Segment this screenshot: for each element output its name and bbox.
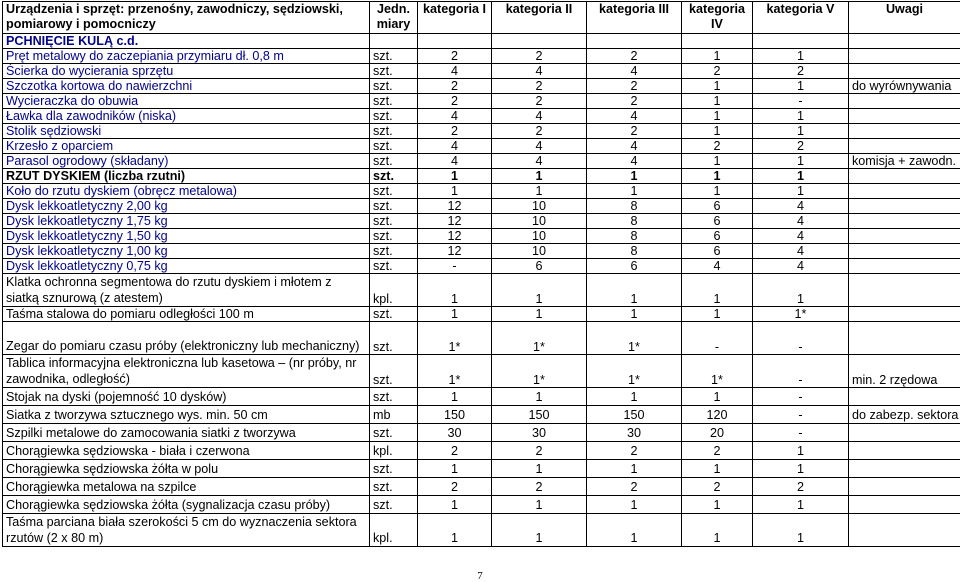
table-row <box>3 355 960 388</box>
unit-cell: szt. <box>370 460 418 478</box>
category-4-value-cell: 1 <box>682 154 753 169</box>
category-3-value-cell: 30 <box>587 424 682 442</box>
category-5-value-cell: 1 <box>753 154 849 169</box>
unit-cell: szt. <box>370 214 418 229</box>
unit-cell: szt. <box>370 184 418 199</box>
category-4-value-cell: 6 <box>682 244 753 259</box>
item-name-cell: Taśma parciana biała szerokości 5 cm do wyznaczenia sektora rzutów (2 x 80 m) <box>3 514 370 547</box>
category-1-value-cell <box>418 34 492 49</box>
category-5-value-cell: 2 <box>753 64 849 79</box>
table-row <box>3 229 960 244</box>
item-name-cell: RZUT DYSKIEM (liczba rzutni) <box>3 169 370 184</box>
header-category-2: kategoria II <box>492 2 587 34</box>
table-row <box>3 460 960 478</box>
unit-cell: kpl. <box>370 274 418 307</box>
category-4-value-cell <box>682 34 753 49</box>
category-1-value-cell: 1 <box>418 388 492 406</box>
unit-cell: szt. <box>370 478 418 496</box>
category-3-value-cell: 2 <box>587 79 682 94</box>
category-4-value-cell: 6 <box>682 199 753 214</box>
category-3-value-cell: 1 <box>587 388 682 406</box>
category-3-value-cell: 4 <box>587 154 682 169</box>
notes-cell <box>849 496 960 514</box>
category-2-value-cell: 1 <box>492 496 587 514</box>
unit-cell: szt. <box>370 388 418 406</box>
category-1-value-cell: 1* <box>418 355 492 388</box>
category-2-value-cell: 10 <box>492 244 587 259</box>
notes-cell <box>849 514 960 547</box>
table-row <box>3 307 960 322</box>
category-1-value-cell: 1 <box>418 307 492 322</box>
category-2-value-cell: 1 <box>492 388 587 406</box>
table-row <box>3 442 960 460</box>
category-5-value-cell: - <box>753 424 849 442</box>
category-2-value-cell: 4 <box>492 139 587 154</box>
header-category-3: kategoria III <box>587 2 682 34</box>
table-row <box>3 109 960 124</box>
item-name-cell: Stojak na dyski (pojemność 10 dysków) <box>3 388 370 406</box>
table-row <box>3 124 960 139</box>
category-2-value-cell: 2 <box>492 49 587 64</box>
category-1-value-cell: 1 <box>418 274 492 307</box>
item-name-cell: Szczotka kortowa do nawierzchni <box>3 79 370 94</box>
category-5-value-cell: - <box>753 406 849 424</box>
category-1-value-cell: 1 <box>418 184 492 199</box>
item-name-cell: Klatka ochronna segmentowa do rzutu dyskiem i młotem z siatką sznurową (z atestem) <box>3 274 370 307</box>
category-4-value-cell: 1 <box>682 307 753 322</box>
category-3-value-cell <box>587 34 682 49</box>
category-1-value-cell: 150 <box>418 406 492 424</box>
item-name-cell: Parasol ogrodowy (składany) <box>3 154 370 169</box>
item-name-cell: Pręt metalowy do zaczepiania przymiaru dł. 0,8 m <box>3 49 370 64</box>
unit-cell: szt. <box>370 109 418 124</box>
category-1-value-cell: 1 <box>418 169 492 184</box>
category-2-value-cell: 2 <box>492 79 587 94</box>
category-1-value-cell: 2 <box>418 478 492 496</box>
unit-cell <box>370 34 418 49</box>
category-5-value-cell: - <box>753 322 849 355</box>
category-5-value-cell: - <box>753 388 849 406</box>
category-4-value-cell: 1 <box>682 49 753 64</box>
category-4-value-cell: 1 <box>682 124 753 139</box>
table-row <box>3 214 960 229</box>
header-category-4: kategoria IV <box>682 2 753 34</box>
table-row <box>3 184 960 199</box>
table-row <box>3 199 960 214</box>
item-name-cell: Dysk lekkoatletyczny 1,00 kg <box>3 244 370 259</box>
unit-cell: szt. <box>370 154 418 169</box>
item-name-cell: Krzesło z oparciem <box>3 139 370 154</box>
category-5-value-cell: 2 <box>753 139 849 154</box>
category-3-value-cell: 8 <box>587 229 682 244</box>
category-5-value-cell: 1 <box>753 169 849 184</box>
unit-cell: szt. <box>370 79 418 94</box>
table-row <box>3 154 960 169</box>
category-4-value-cell: 1 <box>682 514 753 547</box>
category-5-value-cell: 1 <box>753 79 849 94</box>
category-1-value-cell: 4 <box>418 139 492 154</box>
item-name-cell: Dysk lekkoatletyczny 1,50 kg <box>3 229 370 244</box>
category-4-value-cell: 1* <box>682 355 753 388</box>
equipment-table <box>2 1 960 547</box>
item-name-cell: Chorągiewka sędziowska - biała i czerwona <box>3 442 370 460</box>
category-4-value-cell: - <box>682 322 753 355</box>
table-row <box>3 388 960 406</box>
notes-cell: do wyrównywania <box>849 79 960 94</box>
category-3-value-cell: 150 <box>587 406 682 424</box>
table-row <box>3 514 960 547</box>
unit-cell: szt. <box>370 244 418 259</box>
unit-cell: kpl. <box>370 442 418 460</box>
notes-cell <box>849 274 960 307</box>
category-2-value-cell: 10 <box>492 214 587 229</box>
unit-cell: szt. <box>370 355 418 388</box>
category-4-value-cell: 1 <box>682 94 753 109</box>
category-4-value-cell: 1 <box>682 109 753 124</box>
category-5-value-cell: 1 <box>753 274 849 307</box>
category-3-value-cell: 2 <box>587 94 682 109</box>
category-1-value-cell: 12 <box>418 214 492 229</box>
unit-cell: szt. <box>370 496 418 514</box>
category-2-value-cell: 4 <box>492 109 587 124</box>
category-5-value-cell: 1 <box>753 442 849 460</box>
notes-cell <box>849 307 960 322</box>
category-5-value-cell: 2 <box>753 478 849 496</box>
category-5-value-cell: 1* <box>753 307 849 322</box>
category-2-value-cell: 1* <box>492 355 587 388</box>
notes-cell <box>849 49 960 64</box>
category-2-value-cell: 150 <box>492 406 587 424</box>
category-4-value-cell: 1 <box>682 496 753 514</box>
category-1-value-cell: 4 <box>418 64 492 79</box>
unit-cell: szt. <box>370 124 418 139</box>
item-name-cell: Koło do rzutu dyskiem (obręcz metalowa) <box>3 184 370 199</box>
category-4-value-cell: 2 <box>682 64 753 79</box>
category-3-value-cell: 8 <box>587 199 682 214</box>
category-2-value-cell: 30 <box>492 424 587 442</box>
table-row <box>3 169 960 184</box>
notes-cell <box>849 34 960 49</box>
category-3-value-cell: 1 <box>587 307 682 322</box>
table-row <box>3 139 960 154</box>
notes-cell: min. 2 rzędowa <box>849 355 960 388</box>
item-name-cell: Stolik sędziowski <box>3 124 370 139</box>
category-2-value-cell: 1* <box>492 322 587 355</box>
category-5-value-cell: 1 <box>753 184 849 199</box>
item-name-cell: Chorągiewka sędziowska żółta w polu <box>3 460 370 478</box>
notes-cell <box>849 199 960 214</box>
category-2-value-cell: 1 <box>492 274 587 307</box>
table-row <box>3 79 960 94</box>
category-1-value-cell: 4 <box>418 154 492 169</box>
category-5-value-cell: 1 <box>753 496 849 514</box>
category-3-value-cell: 4 <box>587 64 682 79</box>
table-row <box>3 322 960 355</box>
category-4-value-cell: 1 <box>682 184 753 199</box>
unit-cell: szt. <box>370 259 418 274</box>
notes-cell <box>849 322 960 355</box>
unit-cell: szt. <box>370 139 418 154</box>
category-2-value-cell: 2 <box>492 94 587 109</box>
category-2-value-cell: 10 <box>492 199 587 214</box>
category-1-value-cell: 2 <box>418 49 492 64</box>
category-1-value-cell: 1 <box>418 496 492 514</box>
notes-cell <box>849 184 960 199</box>
unit-cell: szt. <box>370 322 418 355</box>
notes-cell <box>849 460 960 478</box>
category-1-value-cell: 4 <box>418 109 492 124</box>
notes-cell <box>849 229 960 244</box>
category-3-value-cell: 1 <box>587 169 682 184</box>
category-3-value-cell: 1 <box>587 184 682 199</box>
item-name-cell: Wycieraczka do obuwia <box>3 94 370 109</box>
category-3-value-cell: 2 <box>587 478 682 496</box>
category-4-value-cell: 1 <box>682 79 753 94</box>
category-2-value-cell: 2 <box>492 478 587 496</box>
category-1-value-cell: 2 <box>418 442 492 460</box>
category-1-value-cell: 1 <box>418 514 492 547</box>
category-3-value-cell: 4 <box>587 109 682 124</box>
category-5-value-cell: 4 <box>753 259 849 274</box>
table-row <box>3 244 960 259</box>
notes-cell: komisja + zawodn. <box>849 154 960 169</box>
table-row <box>3 496 960 514</box>
category-5-value-cell: 1 <box>753 49 849 64</box>
unit-cell: szt. <box>370 424 418 442</box>
category-2-value-cell: 4 <box>492 154 587 169</box>
category-5-value-cell: 1 <box>753 460 849 478</box>
category-1-value-cell: - <box>418 259 492 274</box>
category-1-value-cell: 2 <box>418 124 492 139</box>
category-3-value-cell: 1 <box>587 460 682 478</box>
header-category-1: kategoria I <box>418 2 492 34</box>
unit-cell: mb <box>370 406 418 424</box>
notes-cell <box>849 64 960 79</box>
category-1-value-cell: 12 <box>418 199 492 214</box>
notes-cell <box>849 109 960 124</box>
table-row <box>3 64 960 79</box>
unit-cell: szt. <box>370 64 418 79</box>
item-name-cell: Ławka dla zawodników (niska) <box>3 109 370 124</box>
category-4-value-cell: 2 <box>682 442 753 460</box>
notes-cell <box>849 214 960 229</box>
item-name-cell: Tablica informacyjna elektroniczna lub kasetowa – (nr próby, nr zawodnika, odległość) <box>3 355 370 388</box>
category-5-value-cell: 4 <box>753 229 849 244</box>
category-4-value-cell: 6 <box>682 214 753 229</box>
item-name-cell: PCHNIĘCIE KULĄ c.d. <box>3 34 370 49</box>
category-5-value-cell: 1 <box>753 109 849 124</box>
notes-cell <box>849 388 960 406</box>
unit-cell: szt. <box>370 229 418 244</box>
category-1-value-cell: 12 <box>418 244 492 259</box>
category-3-value-cell: 1 <box>587 496 682 514</box>
category-1-value-cell: 1* <box>418 322 492 355</box>
page-number: 7 <box>477 570 483 582</box>
category-1-value-cell: 2 <box>418 94 492 109</box>
notes-cell <box>849 139 960 154</box>
table-row <box>3 259 960 274</box>
notes-cell <box>849 244 960 259</box>
category-2-value-cell: 2 <box>492 442 587 460</box>
category-5-value-cell: 4 <box>753 214 849 229</box>
table-row <box>3 34 960 49</box>
item-name-cell: Taśma stalowa do pomiaru odległości 100 m <box>3 307 370 322</box>
notes-cell <box>849 442 960 460</box>
table-row <box>3 49 960 64</box>
category-4-value-cell: 1 <box>682 460 753 478</box>
category-5-value-cell: 4 <box>753 199 849 214</box>
header-unit: Jedn. miary <box>370 2 418 34</box>
table-row <box>3 478 960 496</box>
category-1-value-cell: 1 <box>418 460 492 478</box>
category-5-value-cell: 1 <box>753 124 849 139</box>
category-4-value-cell: 4 <box>682 259 753 274</box>
unit-cell: kpl. <box>370 514 418 547</box>
category-4-value-cell: 1 <box>682 169 753 184</box>
unit-cell: szt. <box>370 307 418 322</box>
item-name-cell: Dysk lekkoatletyczny 1,75 kg <box>3 214 370 229</box>
category-4-value-cell: 2 <box>682 478 753 496</box>
item-name-cell: Chorągiewka metalowa na szpilce <box>3 478 370 496</box>
header-item: Urządzenia i sprzęt: przenośny, zawodniczy, sędziowski, pomiarowy i pomocniczy <box>3 2 370 34</box>
category-5-value-cell: - <box>753 94 849 109</box>
unit-cell: szt. <box>370 169 418 184</box>
item-name-cell: Siatka z tworzywa sztucznego wys. min. 50 cm <box>3 406 370 424</box>
category-2-value-cell: 1 <box>492 169 587 184</box>
category-3-value-cell: 1* <box>587 355 682 388</box>
notes-cell <box>849 94 960 109</box>
category-4-value-cell: 2 <box>682 139 753 154</box>
table-row <box>3 406 960 424</box>
category-2-value-cell: 1 <box>492 184 587 199</box>
unit-cell: szt. <box>370 94 418 109</box>
category-5-value-cell: - <box>753 355 849 388</box>
category-2-value-cell: 10 <box>492 229 587 244</box>
unit-cell: szt. <box>370 199 418 214</box>
notes-cell: do zabezp. sektora <box>849 406 960 424</box>
notes-cell <box>849 424 960 442</box>
category-3-value-cell: 2 <box>587 49 682 64</box>
category-3-value-cell: 2 <box>587 442 682 460</box>
notes-cell <box>849 478 960 496</box>
category-4-value-cell: 20 <box>682 424 753 442</box>
category-4-value-cell: 120 <box>682 406 753 424</box>
category-3-value-cell: 1* <box>587 322 682 355</box>
category-4-value-cell: 6 <box>682 229 753 244</box>
header-category-5: kategoria V <box>753 2 849 34</box>
category-5-value-cell: 4 <box>753 244 849 259</box>
category-3-value-cell: 2 <box>587 124 682 139</box>
category-3-value-cell: 6 <box>587 259 682 274</box>
category-1-value-cell: 12 <box>418 229 492 244</box>
category-2-value-cell: 2 <box>492 124 587 139</box>
item-name-cell: Dysk lekkoatletyczny 0,75 kg <box>3 259 370 274</box>
item-name-cell: Zegar do pomiaru czasu próby (elektroniczny lub mechaniczny) <box>3 322 370 355</box>
category-2-value-cell: 4 <box>492 64 587 79</box>
category-3-value-cell: 1 <box>587 274 682 307</box>
table-header-row <box>3 2 960 34</box>
category-2-value-cell: 1 <box>492 307 587 322</box>
category-5-value-cell <box>753 34 849 49</box>
category-5-value-cell: 1 <box>753 514 849 547</box>
header-notes: Uwagi <box>849 2 960 34</box>
category-1-value-cell: 2 <box>418 79 492 94</box>
category-4-value-cell: 1 <box>682 274 753 307</box>
notes-cell <box>849 169 960 184</box>
category-4-value-cell: 1 <box>682 388 753 406</box>
table-row <box>3 94 960 109</box>
item-name-cell: Ścierka do wycierania sprzętu <box>3 64 370 79</box>
table-row <box>3 274 960 307</box>
notes-cell <box>849 259 960 274</box>
category-2-value-cell <box>492 34 587 49</box>
item-name-cell: Szpilki metalowe do zamocowania siatki z tworzywa <box>3 424 370 442</box>
category-2-value-cell: 1 <box>492 514 587 547</box>
item-name-cell: Chorągiewka sędziowska żółta (sygnalizacja czasu próby) <box>3 496 370 514</box>
unit-cell: szt. <box>370 49 418 64</box>
category-1-value-cell: 30 <box>418 424 492 442</box>
notes-cell <box>849 124 960 139</box>
category-2-value-cell: 6 <box>492 259 587 274</box>
table-row <box>3 424 960 442</box>
category-3-value-cell: 8 <box>587 244 682 259</box>
category-3-value-cell: 4 <box>587 139 682 154</box>
item-name-cell: Dysk lekkoatletyczny 2,00 kg <box>3 199 370 214</box>
category-2-value-cell: 1 <box>492 460 587 478</box>
category-3-value-cell: 1 <box>587 514 682 547</box>
category-3-value-cell: 8 <box>587 214 682 229</box>
